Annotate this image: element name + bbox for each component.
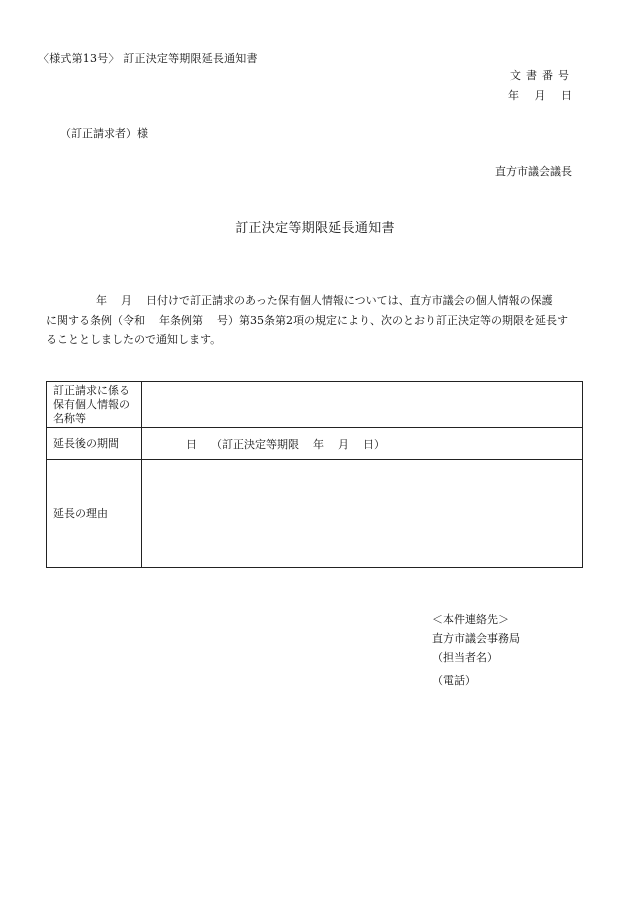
- row-label-reason: 延長の理由: [47, 460, 142, 568]
- body-line-3: ることとしましたので通知します。: [46, 333, 222, 346]
- detail-table: [46, 381, 583, 568]
- body-line-2-b: 年条例第: [159, 313, 203, 327]
- table-row: [47, 460, 583, 568]
- period-month: 月: [338, 437, 349, 451]
- contact-block: [432, 610, 520, 667]
- row-value-reason[interactable]: [142, 460, 583, 568]
- form-number-label: 〈様式第13号〉 訂正決定等期限延長通知書: [38, 52, 258, 65]
- table-row: [47, 382, 583, 428]
- row-value-info-name[interactable]: [142, 382, 583, 428]
- body-paragraph: [46, 291, 591, 350]
- row-label-info-name: 訂正請求に係る保有個人情報の名称等: [47, 382, 142, 428]
- contact-phone: （電話）: [432, 674, 476, 687]
- period-year: 年: [313, 437, 324, 451]
- body-line-2-c: 号）第35条第2項の規定により、次のとおり訂正決定等の期限を延長す: [217, 313, 568, 327]
- contact-office: 直方市議会事務局: [432, 632, 520, 645]
- document-date-text: 年 月 日: [508, 89, 572, 102]
- contact-person: （担当者名）: [432, 651, 498, 664]
- sender-line: 直方市議会議長: [495, 165, 572, 178]
- body-line-2-a: に関する条例（令和: [46, 313, 145, 327]
- period-end: 日）: [363, 437, 385, 451]
- page-title: 訂正決定等期限延長通知書: [235, 221, 395, 236]
- body-year: 年: [96, 294, 107, 307]
- body-line-1-text: 日付けで訂正請求のあった保有個人情報については、直方市議会の個人情報の保護: [146, 294, 553, 307]
- row-value-extended-period[interactable]: [142, 428, 583, 460]
- document-number: 文書番号: [510, 69, 574, 82]
- body-line-2: [46, 311, 591, 331]
- table-row: [47, 428, 583, 460]
- document-date: [508, 87, 572, 103]
- period-day: 日: [186, 437, 197, 451]
- recipient-line: （訂正請求者）様: [60, 127, 148, 140]
- row-label-extended-period: 延長後の期間: [47, 428, 142, 460]
- period-paren: （訂正決定等期限: [211, 437, 299, 451]
- body-month: 月: [121, 294, 132, 307]
- contact-heading: ＜本件連絡先＞: [432, 613, 509, 626]
- body-line-1: [46, 291, 591, 311]
